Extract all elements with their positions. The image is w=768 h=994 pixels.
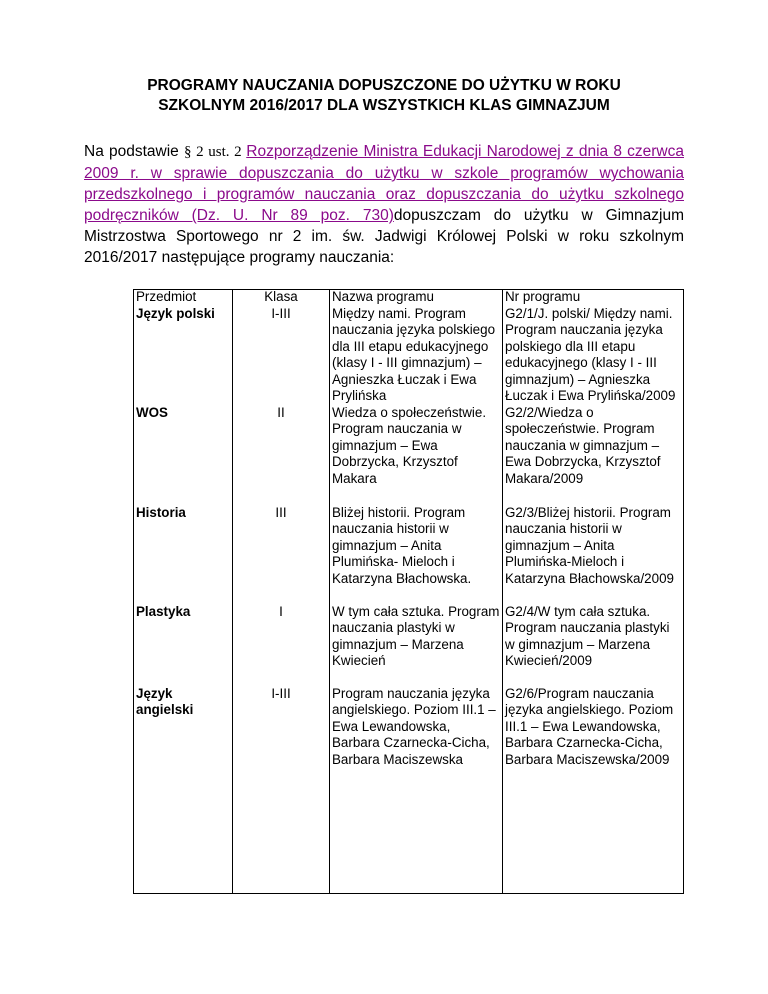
header-class: Klasa I-III <box>232 289 329 405</box>
header-program-name: Nazwa programu Między nami. Program nauczania języka polskiego dla III etapu edukacyjnego (klasy I - III gimnazjum) – Agnieszka Łuczak i Ewa Prylińska <box>329 289 502 405</box>
regulation-link[interactable]: Rozporządzenie Ministra Edukacji Narodowej z dnia 8 czerwca 2009 r. w sprawie dopuszczania do użytku w szkole programów wychowania przedszkolnego i programów nauczania oraz dopuszczania do użytku szkolnego podręczników (Dz. U. Nr 89 poz. 730) <box>84 143 684 224</box>
cell-subject: Język angielski <box>136 685 194 717</box>
programs-table <box>133 289 684 768</box>
cell-program-number: G2/4/W tym cała sztuka. Program nauczania plastyki w gimnazjum – Marzena Kwiecień/2009 <box>505 603 670 668</box>
table-row <box>133 686 684 769</box>
cell-program-name: Program nauczania języka angielskiego. Poziom III.1 – Ewa Lewandowska, Barbara Czarnecka-Cicha, Barbara Maciszewska <box>332 685 496 767</box>
cell-class: I-III <box>271 305 291 321</box>
header-program-number: Nr programu G2/1/J. polski/ Między nami. Program nauczania języka polskiego dla III etapu edukacyjnego (klasy I - III gimnazjum) – Agnieszka Łuczak i Ewa Prylińska/2009 <box>502 289 684 405</box>
cell-program-number: G2/3/Bliżej historii. Program nauczania historii w gimnazjum – Anita Plumińska-Mieloch i Katarzyna Błachowska/2009 <box>505 504 674 586</box>
document-title <box>0 76 768 116</box>
header-subject: Przedmiot Język polski <box>133 289 232 405</box>
table-row <box>133 604 684 686</box>
cell-class: III <box>275 504 287 520</box>
cell-class: I-III <box>271 685 291 701</box>
table-header-row <box>133 289 684 405</box>
cell-program-number: G2/6/Program nauczania języka angielskiego. Poziom III.1 – Ewa Lewandowska, Barbara Czarnecka-Cicha, Barbara Maciszewska/2009 <box>505 685 674 767</box>
cell-subject: WOS <box>136 404 168 420</box>
cell-program-name: Wiedza o społeczeństwie. Program nauczania w gimnazjum – Ewa Dobrzycka, Krzysztof Makara <box>332 404 487 486</box>
title-line-1: PROGRAMY NAUCZANIA DOPUSZCZONE DO UŻYTKU W ROKU <box>147 77 621 94</box>
legal-reference: § 2 ust. 2 <box>183 144 247 160</box>
intro-prefix: Na podstawie <box>84 143 184 160</box>
cell-subject: Historia <box>136 504 186 520</box>
cell-program-name: Bliżej historii. Program nauczania historii w gimnazjum – Anita Plumińska- Mieloch i Katarzyna Błachowska. <box>332 504 472 586</box>
table-row <box>133 405 684 505</box>
cell-class: II <box>277 404 285 420</box>
cell-program-name: W tym cała sztuka. Program nauczania plastyki w gimnazjum – Marzena Kwiecień <box>332 603 500 668</box>
cell-program-number: G2/2/Wiedza o społeczeństwie. Program nauczania w gimnazjum – Ewa Dobrzycka, Krzysztof Makara/2009 <box>505 404 661 486</box>
table-row <box>133 505 684 604</box>
title-line-2: SZKOLNYM 2016/2017 DLA WSZYSTKICH KLAS GIMNAZJUM <box>158 97 610 114</box>
intro-paragraph <box>84 141 684 268</box>
cell-program-number: G2/1/J. polski/ Między nami. Program nauczania języka polskiego dla III etapu edukacyjnego (klasy I - III gimnazjum) – Agnieszka Łuczak i Ewa Prylińska/2009 <box>505 305 676 403</box>
cell-subject: Język polski <box>136 305 215 321</box>
intro-suffix: dopuszczam do użytku w Gimnazjum Mistrzostwa Sportowego nr 2 im. św. Jadwigi Królowej Polski w roku szkolnym 2016/2017 następujące programy nauczania: <box>84 207 684 266</box>
cell-class: I <box>279 603 283 619</box>
cell-program-name: Między nami. Program nauczania języka polskiego dla III etapu edukacyjnego (klasy I - III gimnazjum) – Agnieszka Łuczak i Ewa Prylińska <box>332 305 496 403</box>
cell-subject: Plastyka <box>136 603 191 619</box>
table-border-bottom <box>133 893 684 894</box>
